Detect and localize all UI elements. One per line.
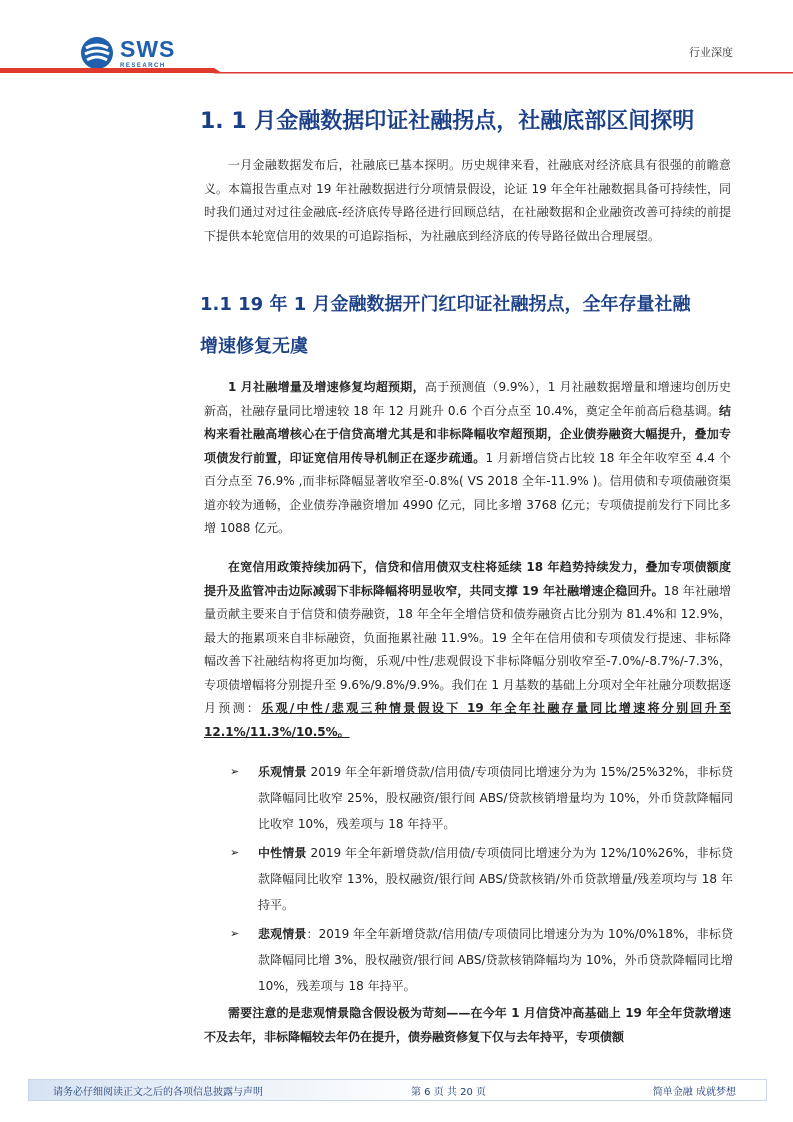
report-type-label: 行业深度 [689, 46, 733, 59]
para2-conclusion: 乐观/中性/悲观三种情景假设下 19 年全年社融存量同比增速将分别回升至 12.1%/11.3%/10.5%。 [204, 701, 731, 739]
page-header [0, 0, 793, 80]
scenario-pessimistic [230, 921, 733, 999]
para2-bold1: 在宽信用政策持续加码下，信贷和信用债双支柱将延续 18 年趋势持续发力，叠加专项债额度提升及监管冲击边际减弱下非标降幅将明显收窄，共同支撑 19 年社融增速企稳回升。 [204, 560, 731, 598]
scenario-text: ：2019 年全年新增贷款/信用债/专项债同比增速分为为 10%/0%18%，非标贷款降幅同比增 3%，股权融资/银行间 ABS/贷款核销降幅均为 10%，外币贷款降幅同比增 10%，残差项与 18 年持平。 [258, 927, 733, 993]
logo-sub-text: RESEARCH [120, 62, 166, 69]
sws-logo-icon [80, 36, 114, 70]
logo-main-text: SWS [120, 35, 176, 62]
para2-text1: 18 年社融增量贡献主要来自于信贷和债券融资，18 年全年全增信贷和债券融资占比分别为 81.4%和 12.9%，最大的拖累项来自非标融资，负面拖累社融 11.9%。19 全年在信用债和专项债发行提速、非标降幅改善下社融结构将更加均衡，乐观/中性/悲观假设下非标降幅分别收窄至-7.0%/-8.7%/-7.3%，专项债增幅将分别提升至 9.6%/9.8%/9.9%。我们在 1 月基数的基础上分项对全年社融分项数据逐月预测： [204, 583, 731, 715]
header-divider-bar [0, 66, 793, 74]
section-title: 1. 1 月金融数据印证社融拐点，社融底部区间探明 [200, 109, 695, 134]
para3-bold: 需要注意的是悲观情景隐含假设极为苛刻——在今年 1 月信贷冲高基础上 19 年全年贷款增速不及去年，非标降幅较去年仍在提升，债券融资修复下仅与去年持平，专项债额 [204, 1006, 731, 1044]
footer-slogan: 简单金融 成就梦想 [652, 1087, 736, 1098]
para1-lead: 1 月社融增量及增速修复均超预期， [228, 380, 425, 394]
bullet-arrow-icon: ➢ [230, 846, 240, 859]
scenario-optimistic [230, 759, 733, 837]
subsection-title-line2: 增速修复无虞 [200, 336, 308, 357]
bullet-arrow-icon: ➢ [230, 927, 240, 940]
paragraph-pessimistic-note [204, 1002, 731, 1049]
para1-text1: 高于预测值（9.9%），1 月社融数据增量和增速均创历史新高，社融存量同比增速较 18 年 12 月跳升 0.6 个百分点至 10.4%，奠定全年前高后稳基调。 [204, 380, 731, 418]
para1-bold2: 结构来看社融高增核心在于信贷高增尤其是和非标降幅收窄超预期，企业债券融资大幅提升，叠加专项债发行前置，印证宽信用传导机制正在逐步疏通。 [204, 403, 731, 465]
scenario-text: 2019 年全年新增贷款/信用债/专项债同比增速分为为 12%/10%26%，非标贷款降幅同比收窄 13%，股权融资/银行间 ABS/贷款核销/外币贷款增量/残差项均与 18 年持平。 [258, 846, 733, 912]
intro-paragraph: 一月金融数据发布后，社融底已基本探明。历史规律来看，社融底对经济底具有很强的前瞻意义。本篇报告重点对 19 年社融数据进行分项情景假设，论证 19 年全年社融数据具备可持续性，同时我们通过对过往金融底-经济底传导路径进行回顾总结，在社融数据和企业融资改善可持续的前提下提供本轮宽信用的效果的可追踪指标，为社融底到经济底的传导路径做出合理展望。 [204, 158, 731, 243]
bullet-arrow-icon: ➢ [230, 765, 240, 778]
para1-text2: 1 月新增信贷占比较 18 年全年收窄至 4.4 个百分点至 76.9% ,而非标降幅显著收窄至-0.8%( VS 2018 全年-11.9% )。信用债和专项债融资渠道亦较为通畅，企业债券净融资增加 4990 亿元，同比多增 3768 亿元；专项债提前发行下同比多增 1088 亿元。 [204, 450, 731, 535]
subsection-title-line1: 1.1 19 年 1 月金融数据开门红印证社融拐点，全年存量社融 [200, 294, 691, 315]
scenario-label: 乐观情景 [258, 765, 307, 779]
footer-disclaimer: 请务必仔细阅读正文之后的各项信息披露与声明 [53, 1087, 263, 1098]
paragraph-policy-outlook [204, 556, 731, 744]
scenario-label: 中性情景 [258, 846, 307, 860]
scenario-label: 悲观情景 [258, 927, 307, 941]
page-footer [28, 1079, 767, 1101]
sws-logo [80, 36, 175, 70]
page-number: 第 6 页 共 20 页 [411, 1087, 486, 1098]
scenario-text: 2019 年全年新增贷款/信用债/专项债同比增速分为为 15%/25%32%，非标贷款降幅同比收窄 25%，股权融资/银行间 ABS/贷款核销增量均为 10%，外币贷款降幅同比收窄 10%，残差项与 18 年持平。 [258, 765, 733, 831]
paragraph-credit-overview [204, 376, 731, 541]
scenario-neutral [230, 840, 733, 918]
